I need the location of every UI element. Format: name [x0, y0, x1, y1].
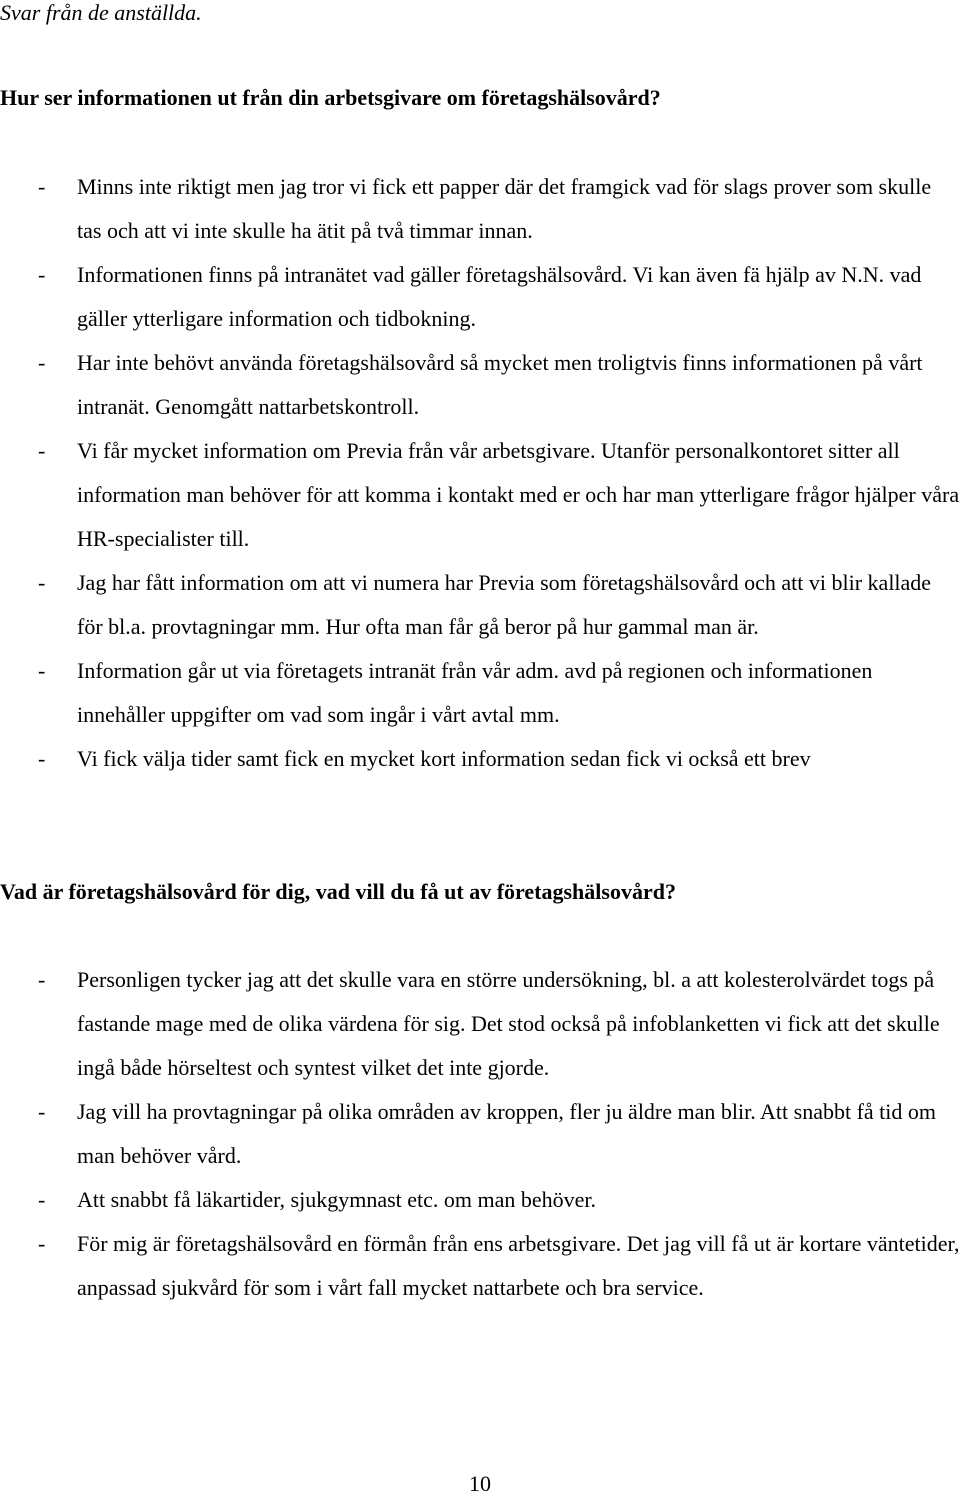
bullet-dash-icon: - [38, 1187, 46, 1212]
answer-text: Information går ut via företagets intranät från vår adm. avd på regionen och informationen innehåller uppgifter om vad som ingår i vårt avtal mm. [77, 658, 873, 727]
bullet-dash-icon: - [38, 262, 46, 287]
answer-list-expectations [0, 958, 960, 1310]
answer-item [0, 649, 960, 737]
answer-text: Minns inte riktigt men jag tror vi fick ett papper där det framgick vad för slags prover som skulle tas och att vi inte skulle ha ätit på två timmar innan. [77, 174, 932, 243]
bullet-dash-icon: - [38, 350, 46, 375]
answer-text: Har inte behövt använda företagshälsovård så mycket men troligtvis finns informationen på vårt intranät. Genomgått nattarbetskontroll. [77, 350, 923, 419]
answer-item [0, 165, 960, 253]
bullet-dash-icon: - [38, 1099, 46, 1124]
bullet-dash-icon: - [38, 658, 46, 683]
answer-text: Vi får mycket information om Previa från vår arbetsgivare. Utanför personalkontoret sitter all information man behöver för att komma i kontakt med er och har man ytterligare frågor hjälper våra HR-specialister till. [77, 438, 960, 551]
answer-text: Jag vill ha provtagningar på olika områden av kroppen, fler ju äldre man blir. Att snabbt få tid om man behöver vård. [77, 1099, 936, 1168]
bullet-dash-icon: - [38, 174, 46, 199]
bullet-dash-icon: - [38, 570, 46, 595]
question-heading-expectations: Vad är företagshälsovård för dig, vad vill du få ut av företagshälsovård? [0, 879, 676, 904]
answer-item [0, 958, 960, 1090]
answer-item [0, 429, 960, 561]
answer-item [0, 1222, 960, 1310]
answer-text: Informationen finns på intranätet vad gäller företagshälsovård. Vi kan även fä hjälp av N.N. vad gäller ytterligare information och tidbokning. [77, 262, 922, 331]
bullet-dash-icon: - [38, 438, 46, 463]
answer-text: Att snabbt få läkartider, sjukgymnast etc. om man behöver. [77, 1187, 597, 1212]
answer-text: Personligen tycker jag att det skulle vara en större undersökning, bl. a att kolesterolvärdet togs på fastande mage med de olika värdena för sig. Det stod också på infoblanketten vi fick att det skulle ingå både hörseltest och syntest vilket det inte gjorde. [77, 967, 940, 1080]
answer-text: För mig är företagshälsovård en förmån från ens arbetsgivare. Det jag vill få ut är kortare väntetider, anpassad sjukvård för som i vårt fall mycket nattarbete och bra service. [77, 1231, 960, 1300]
bullet-dash-icon: - [38, 746, 46, 771]
answer-text: Vi fick välja tider samt fick en mycket kort information sedan fick vi också ett brev [77, 746, 811, 771]
bullet-dash-icon: - [38, 967, 46, 992]
answer-item [0, 1178, 960, 1222]
answer-item [0, 1090, 960, 1178]
question-heading-information: Hur ser informationen ut från din arbetsgivare om företagshälsovård? [0, 85, 661, 110]
answer-item [0, 253, 960, 341]
page-number: 10 [469, 1471, 491, 1496]
answer-text: Jag har fått information om att vi numera har Previa som företagshälsovård och att vi blir kallade för bl.a. provtagningar mm. Hur ofta man får gå beror på hur gammal man är. [77, 570, 932, 639]
answer-item [0, 561, 960, 649]
answer-list-information [0, 165, 960, 781]
answer-item [0, 341, 960, 429]
answer-item [0, 737, 960, 781]
section-title: Svar från de anställda. [0, 0, 202, 25]
bullet-dash-icon: - [38, 1231, 46, 1256]
